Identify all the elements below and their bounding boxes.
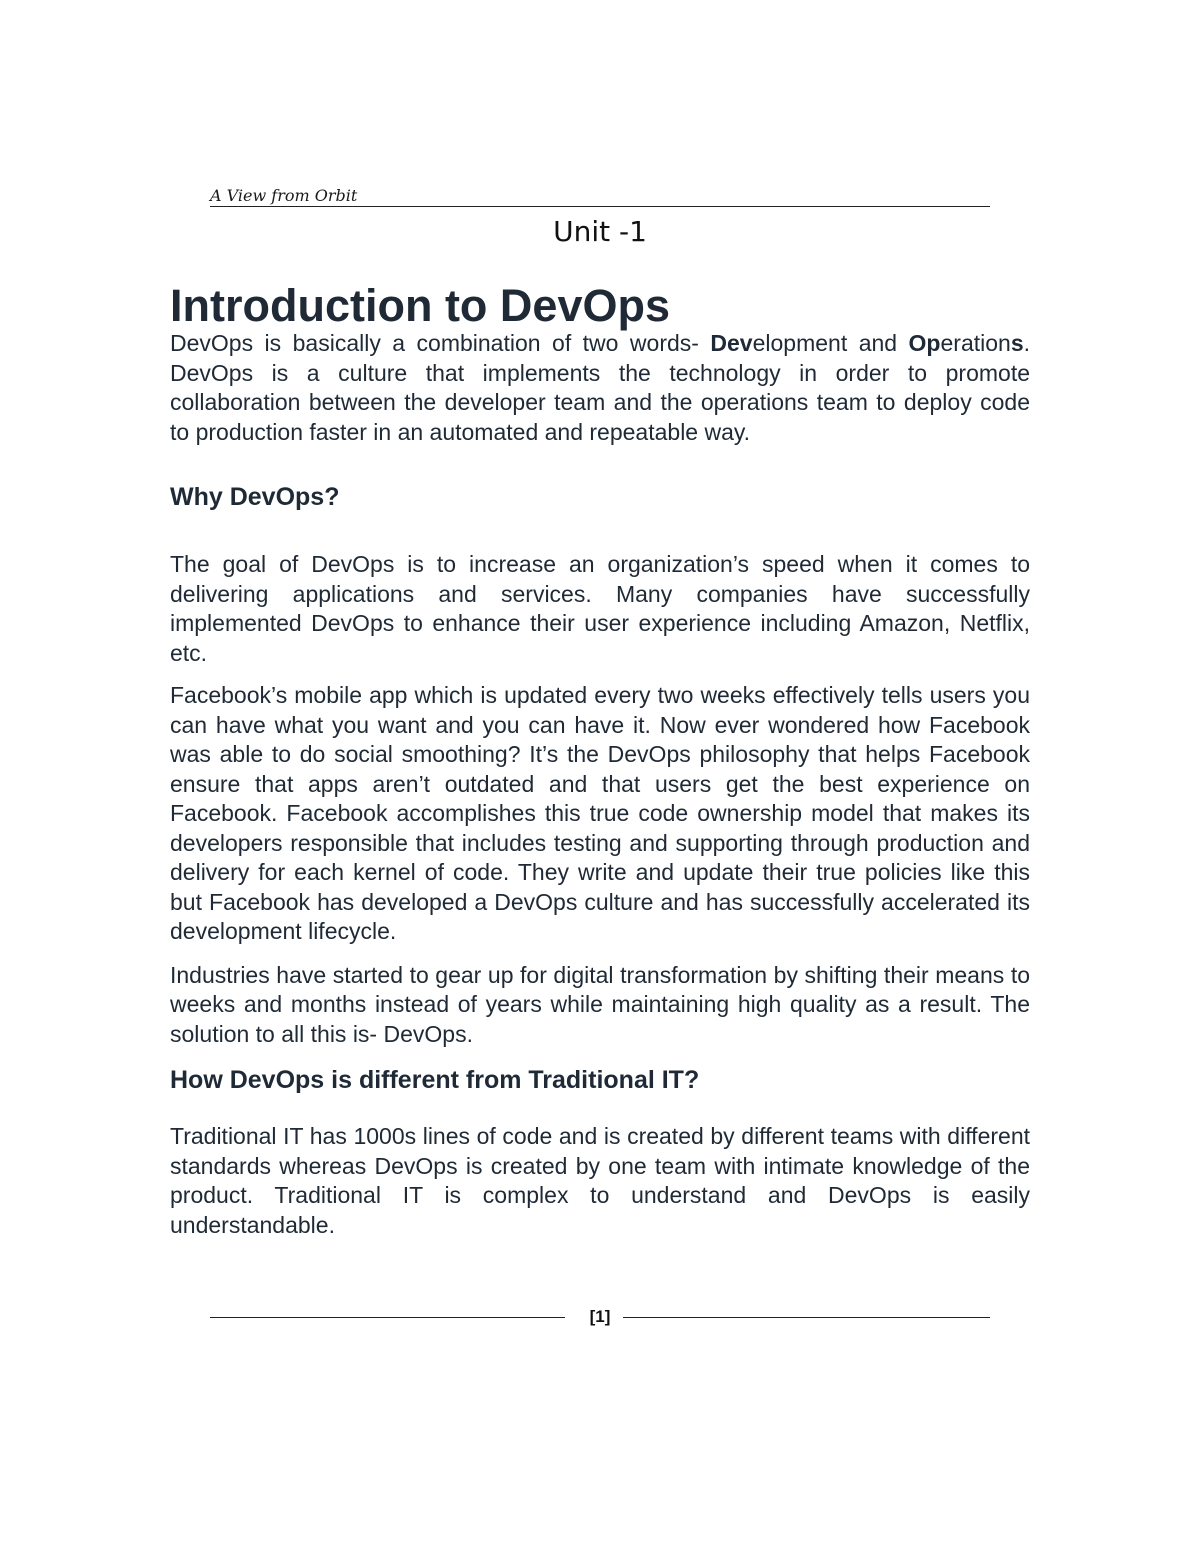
intro-op-rest: eration	[940, 330, 1011, 356]
why-paragraph-2: Facebook’s mobile app which is updated every two weeks effectively tells users you can have what you want and you can have it. Now ever wondered how Facebook was able to do social smoothing? It’s the DevOps philosophy that helps Facebook ensure that apps aren’t outdated and that users get the best experience on Facebook. Facebook accomplishes this true code ownership model that makes its developers responsible that includes testing and supporting through production and delivery for each kernel of code. They write and update their true policies like this but Facebook has developed a DevOps culture and has successfully accelerated its development lifecycle.	[170, 682, 1030, 944]
why-paragraph-3: Industries have started to gear up for digital transformation by shifting their means to weeks and months instead of years while maintaining high quality as a result. The solution to all this is- DevOps.	[170, 961, 1030, 1047]
main-title: Introduction to DevOps	[170, 280, 670, 331]
page-footer	[210, 1307, 990, 1327]
why-paragraph-1: The goal of DevOps is to increase an organization’s speed when it comes to delivering applications and services. Many companies have successfully implemented DevOps to enhance their user experience including Amazon, Netflix, etc.	[170, 551, 1030, 666]
header-text: A View from Orbit	[210, 186, 358, 205]
intro-dev-bold: Dev	[710, 330, 753, 356]
unit-title: Unit -1	[553, 215, 647, 248]
running-header	[210, 186, 990, 207]
page-number: [1]	[589, 1307, 611, 1326]
intro-and: and	[847, 330, 909, 356]
intro-paragraph	[170, 329, 1030, 447]
intro-s-bold: s	[1010, 330, 1024, 356]
why-devops-heading: Why DevOps?	[170, 483, 340, 511]
intro-dev-rest: elopment	[752, 330, 848, 356]
intro-text-start: DevOps is basically a combination of two words-	[170, 330, 711, 356]
different-paragraph-1: Traditional IT has 1000s lines of code and is created by different teams with different standards whereas DevOps is created by one team with intimate knowledge of the product. Traditional IT is complex to understand and DevOps is easily understandable.	[170, 1123, 1030, 1238]
different-heading: How DevOps is different from Traditional IT?	[170, 1066, 700, 1094]
footer-rule-right	[623, 1317, 990, 1318]
page-content	[170, 280, 1030, 1240]
intro-op-bold: Op	[908, 330, 941, 356]
intro-text-end: . DevOps is a culture that implements the technology in order to promote collaboration between the developer team and the operations team to deploy code to production faster in an automated and repeatable way.	[170, 330, 1031, 445]
